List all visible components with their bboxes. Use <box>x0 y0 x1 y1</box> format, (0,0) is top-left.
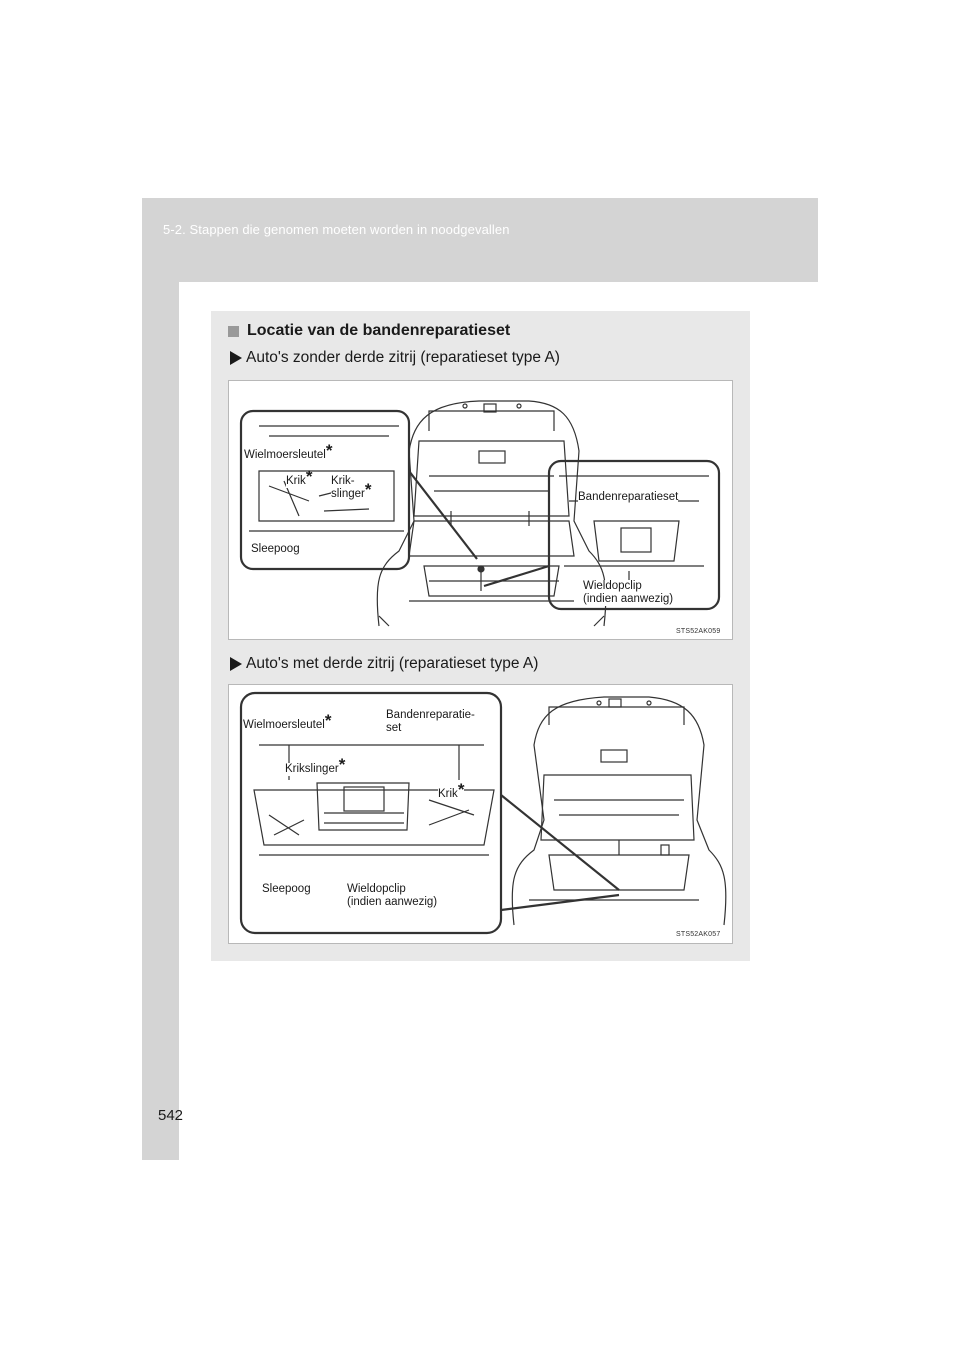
figure-code: STS52AK057 <box>676 931 721 938</box>
triangle-bullet-icon <box>230 657 242 671</box>
label-repair-kit: Bandenreparatieset <box>578 491 679 503</box>
figure-without-third-row <box>228 380 733 640</box>
label-hubcap-clip: Wieldopclip (indien aanwezig) <box>583 580 674 605</box>
section-heading-text: Locatie van de bandenreparatieset <box>247 322 511 339</box>
left-margin-strip <box>142 198 179 1160</box>
label-tow-eye: Sleepoog <box>262 883 311 895</box>
label-hubcap-clip: Wieldopclip (indien aanwezig) <box>347 883 438 908</box>
variant-a-heading <box>230 349 560 367</box>
page-header <box>142 198 818 282</box>
chapter-title: 5-2. Stappen die genomen moeten worden in noodgevallen <box>163 222 510 237</box>
variant-b-heading <box>230 655 538 673</box>
figure-code: STS52AK059 <box>676 628 721 635</box>
variant-a-text: Auto's zonder derde zitrij (reparatieset type A) <box>246 349 560 366</box>
label-wheel-wrench: Wielmoersleutel* <box>243 711 332 731</box>
label-jack: Krik* <box>286 467 313 487</box>
triangle-bullet-icon <box>230 351 242 365</box>
page-number: 542 <box>158 1107 184 1124</box>
variant-b-text: Auto's met derde zitrij (reparatieset type A) <box>246 655 539 672</box>
label-repair-kit: Bandenreparatie- set <box>386 709 475 734</box>
square-bullet-icon <box>228 326 239 337</box>
label-jack-handle: Krikslinger* <box>285 755 346 775</box>
label-tow-eye: Sleepoog <box>251 543 300 555</box>
label-jack: Krik* <box>438 780 465 800</box>
figure-with-third-row <box>228 684 733 944</box>
label-wheel-wrench: Wielmoersleutel* <box>244 441 333 461</box>
label-jack-handle: Krik- slinger* <box>331 475 372 500</box>
section-heading <box>228 322 510 340</box>
